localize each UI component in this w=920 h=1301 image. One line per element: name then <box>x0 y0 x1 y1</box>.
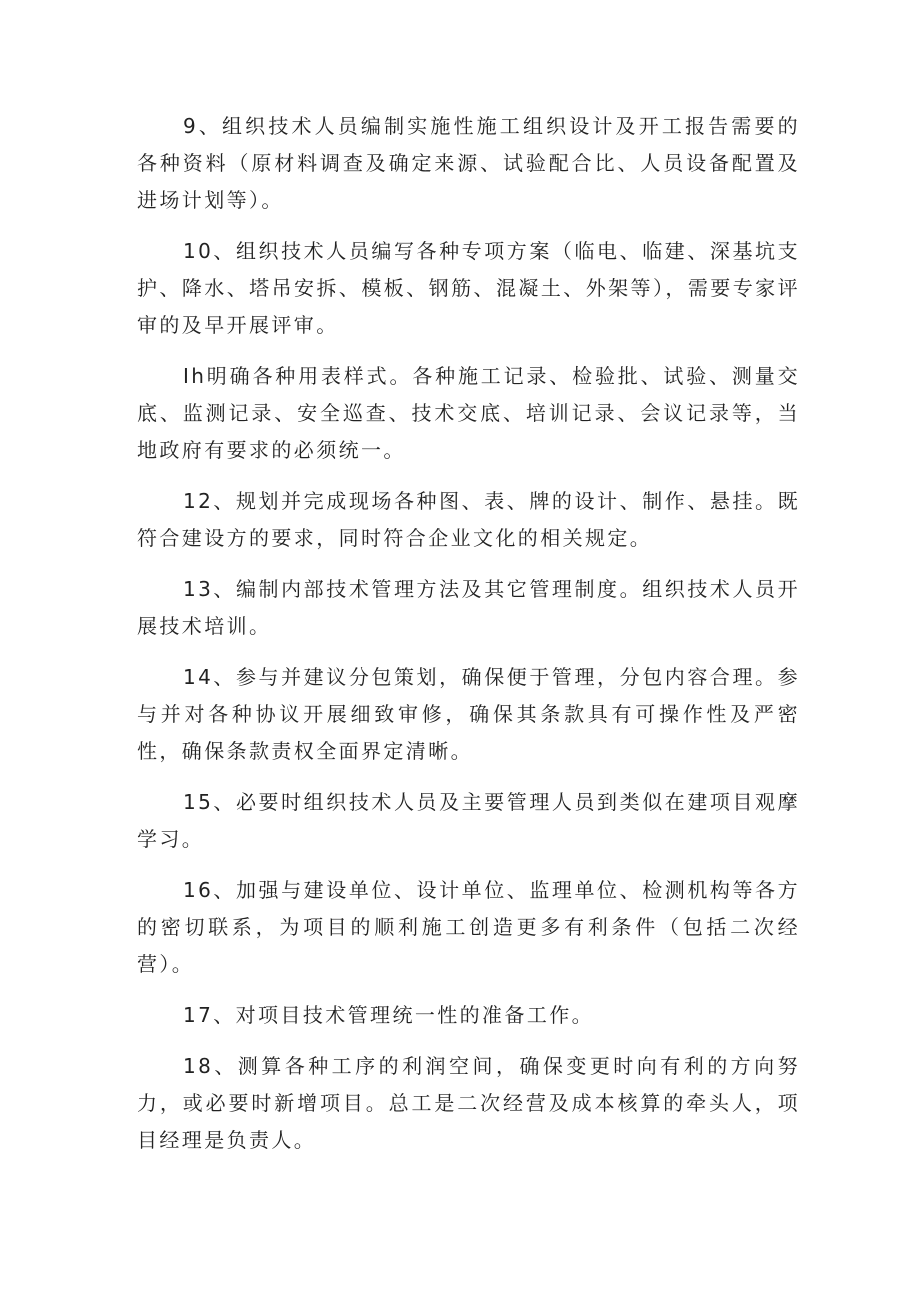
paragraph-item-17: 17、对项目技术管理统一性的准备工作。 <box>183 1003 595 1027</box>
paragraph-item-18: 18、测算各种工序的利润空间，确保变更时向有利的方向努力，或必要时新增项目。总工是二次经营及成本核算的牵头人，项目经理是负责人。 <box>137 1054 800 1152</box>
paragraph-item-13: 13、编制内部技术管理方法及其它管理制度。组织技术人员开展技术培训。 <box>137 577 800 638</box>
paragraph-item-16: 16、加强与建设单位、设计单位、监理单位、检测机构等各方的密切联系，为项目的顺利施工创造更多有利条件（包括二次经营）。 <box>137 878 800 976</box>
paragraph-item-10: 10、组织技术人员编写各种专项方案（临电、临建、深基坑支护、降水、塔吊安拆、模板、钢筋、混凝土、外架等），需要专家评审的及早开展评审。 <box>137 239 800 337</box>
paragraph-item-15: 15、必要时组织技术人员及主要管理人员到类似在建项目观摩学习。 <box>137 790 800 851</box>
paragraph-item-11: Ih明确各种用表样式。各种施工记录、检验批、试验、测量交底、监测记录、安全巡查、技术交底、培训记录、会议记录等，当地政府有要求的必须统一。 <box>137 364 800 462</box>
paragraph-item-9: 9、组织技术人员编制实施性施工组织设计及开工报告需要的各种资料（原材料调查及确定来源、试验配合比、人员设备配置及进场计划等）。 <box>137 114 800 212</box>
paragraph-item-14: 14、参与并建议分包策划，确保便于管理，分包内容合理。参与并对各种协议开展细致审修，确保其条款具有可操作性及严密性，确保条款责权全面界定清晰。 <box>137 665 800 763</box>
paragraph-item-12: 12、规划并完成现场各种图、表、牌的设计、制作、悬挂。既符合建设方的要求，同时符合企业文化的相关规定。 <box>137 489 800 550</box>
